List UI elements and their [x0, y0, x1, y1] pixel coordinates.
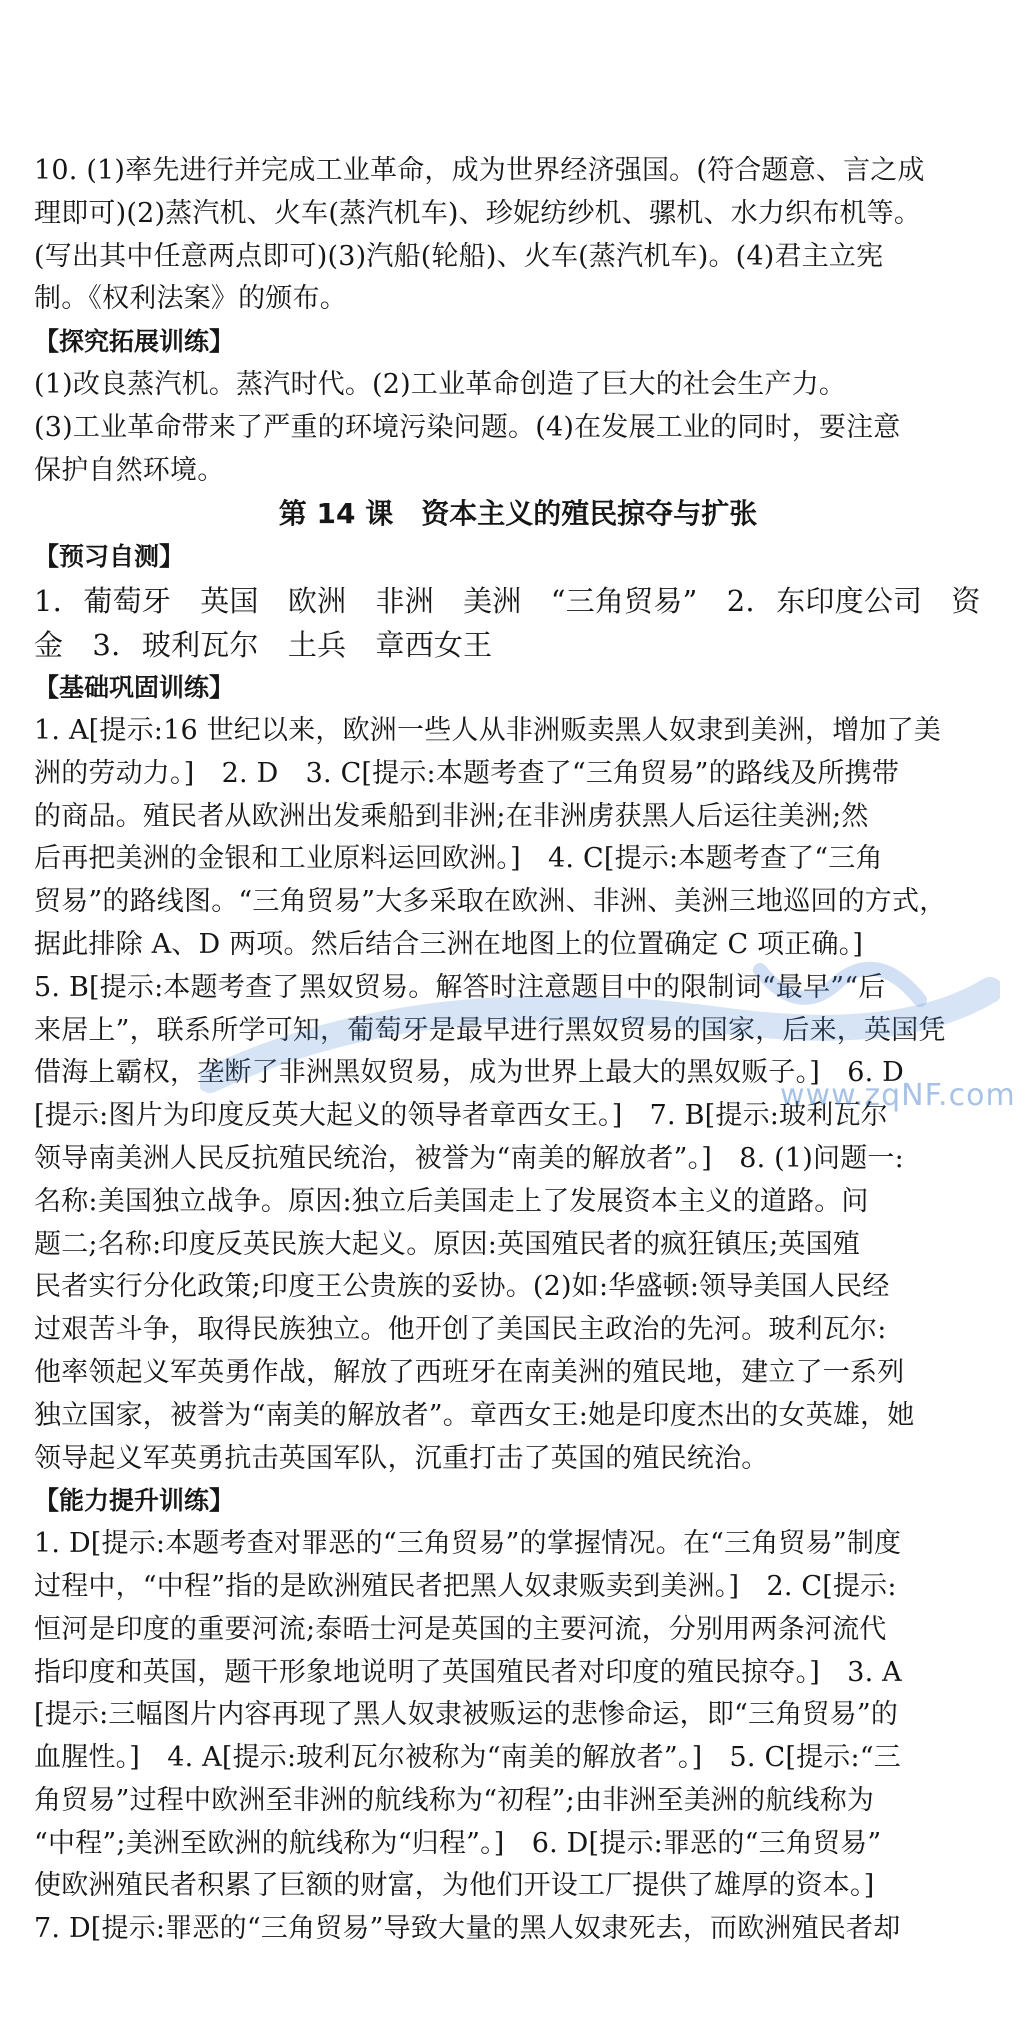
- explore-line-2: (3)工业革命带来了严重的环境污染问题。(4)在发展工业的同时，要注意: [34, 411, 901, 443]
- q10-line-4: 制。《权利法案》的颁布。: [34, 283, 347, 315]
- basic-line: 后再把美洲的金银和工业原料运回欧洲。] 4. C[提示:本题考查了“三角: [34, 843, 883, 875]
- basic-line: 借海上霸权，垄断了非洲黑奴贸易，成为世界上最大的黑奴贩子。] 6. D: [34, 1057, 905, 1089]
- ability-line: “中程”;美洲至欧洲的航线称为“归程”。] 6. D[提示:罪恶的“三角贸易”: [34, 1827, 882, 1859]
- q10-line-1: 10. (1)率先进行并完成工业革命，成为世界经济强国。(符合题意、言之成: [34, 155, 925, 186]
- ability-line: 7. D[提示:罪恶的“三角贸易”导致大量的黑人奴隶死去，而欧洲殖民者却: [34, 1913, 901, 1945]
- lesson-title: 第 14 课 资本主义的殖民掠夺与扩张: [278, 497, 758, 531]
- q10-line-2: 理即可)(2)蒸汽机、火车(蒸汽机车)、珍妮纺纱机、骡机、水力织布机等。: [34, 197, 922, 229]
- basic-line: 他率领起义军英勇作战，解放了西班牙在南美洲的殖民地，建立了一系列: [34, 1356, 905, 1388]
- watermark-text: www.zqNF.com: [780, 1078, 1016, 1113]
- ability-line: 指印度和英国，题干形象地说明了英国殖民者对印度的殖民掠夺。] 3. A: [34, 1656, 902, 1688]
- basic-line: 据此排除 A、D 两项。然后结合三洲在地图上的位置确定 C 项正确。]: [34, 928, 864, 960]
- preview-line-1: 1. 葡萄牙 英国 欧洲 非洲 美洲 “三角贸易” 2. 东印度公司 资: [34, 584, 981, 619]
- basic-line: [提示:图片为印度反英大起义的领导者章西女王。] 7. B[提示:玻利瓦尔: [34, 1100, 888, 1132]
- basic-line: 过艰苦斗争，取得民族独立。他开创了美国民主政治的先河。玻利瓦尔:: [34, 1314, 887, 1346]
- basic-line: 的商品。殖民者从欧洲出发乘船到非洲;在非洲虏获黑人后运往美洲;然: [34, 800, 869, 832]
- ability-line: [提示:三幅图片内容再现了黑人奴隶被贩运的悲惨命运，即“三角贸易”的: [34, 1699, 899, 1731]
- basic-line: 洲的劳动力。] 2. D 3. C[提示:本题考查了“三角贸易”的路线及所携带: [34, 757, 900, 789]
- preview-answers: [34, 579, 981, 667]
- basic-line: 独立国家，被誉为“南美的解放者”。章西女王:她是印度杰出的女英雄，她: [34, 1399, 915, 1431]
- basic-line: 名称:美国独立战争。原因:独立后美国走上了发展资本主义的道路。问: [34, 1185, 869, 1217]
- ability-line: 1. D[提示:本题考查对罪恶的“三角贸易”的掌握情况。在“三角贸易”制度: [34, 1528, 902, 1560]
- q10-line-3: (写出其中任意两点即可)(3)汽船(轮船)、火车(蒸汽机车)。(4)君主立宪: [34, 240, 884, 272]
- basic-line: 题二;名称:印度反英民族大起义。原因:英国殖民者的疯狂镇压;英国殖: [34, 1228, 860, 1260]
- ability-line: 过程中，“中程”指的是欧洲殖民者把黑人奴隶贩卖到美洲。] 2. C[提示:: [34, 1570, 897, 1602]
- basic-line: 领导起义军英勇抗击英国军队，沉重打击了英国的殖民统治。: [34, 1442, 769, 1474]
- basic-line: 领导南美洲人民反抗殖民统治，被誉为“南美的解放者”。] 8. (1)问题一:: [34, 1142, 904, 1174]
- ability-line: 角贸易”过程中欧洲至非洲的航线称为“初程”;由非洲至美洲的航线称为: [34, 1784, 875, 1816]
- explore-line-1: (1)改良蒸汽机。蒸汽时代。(2)工业革命创造了巨大的社会生产力。: [34, 368, 847, 400]
- explore-line-3: 保护自然环境。: [34, 454, 225, 486]
- ability-line: 使欧洲殖民者积累了巨额的财富，为他们开设工厂提供了雄厚的资本。]: [34, 1870, 875, 1902]
- basic-line: 来居上”，联系所学可知，葡萄牙是最早进行黑奴贸易的国家，后来，英国凭: [34, 1014, 946, 1046]
- basic-line: 1. A[提示:16 世纪以来，欧洲一些人从非洲贩卖黑人奴隶到美洲，增加了美: [34, 714, 942, 746]
- section-heading-explore: 【探究拓展训练】: [34, 327, 235, 357]
- ability-line: 恒河是印度的重要河流;泰晤士河是英国的主要河流，分别用两条河流代: [34, 1613, 887, 1645]
- section-heading-ability: 【能力提升训练】: [34, 1486, 235, 1516]
- basic-line: 5. B[提示:本题考查了黑奴贸易。解答时注意题目中的限制词“最早”“后: [34, 971, 886, 1003]
- preview-line-2: 金 3. 玻利瓦尔 土兵 章西女王: [34, 628, 493, 663]
- ability-line: 血腥性。] 4. A[提示:玻利瓦尔被称为“南美的解放者”。] 5. C[提示:“三: [34, 1742, 901, 1774]
- section-heading-preview: 【预习自测】: [34, 542, 185, 572]
- basic-line: 贸易”的路线图。“三角贸易”大多采取在欧洲、非洲、美洲三地巡回的方式，: [34, 886, 947, 918]
- basic-line: 民者实行分化政策;印度王公贵族的妥协。(2)如:华盛顿:领导美国人民经: [34, 1271, 890, 1303]
- section-heading-basic: 【基础巩固训练】: [34, 673, 235, 703]
- ability-answers: [34, 1523, 962, 1951]
